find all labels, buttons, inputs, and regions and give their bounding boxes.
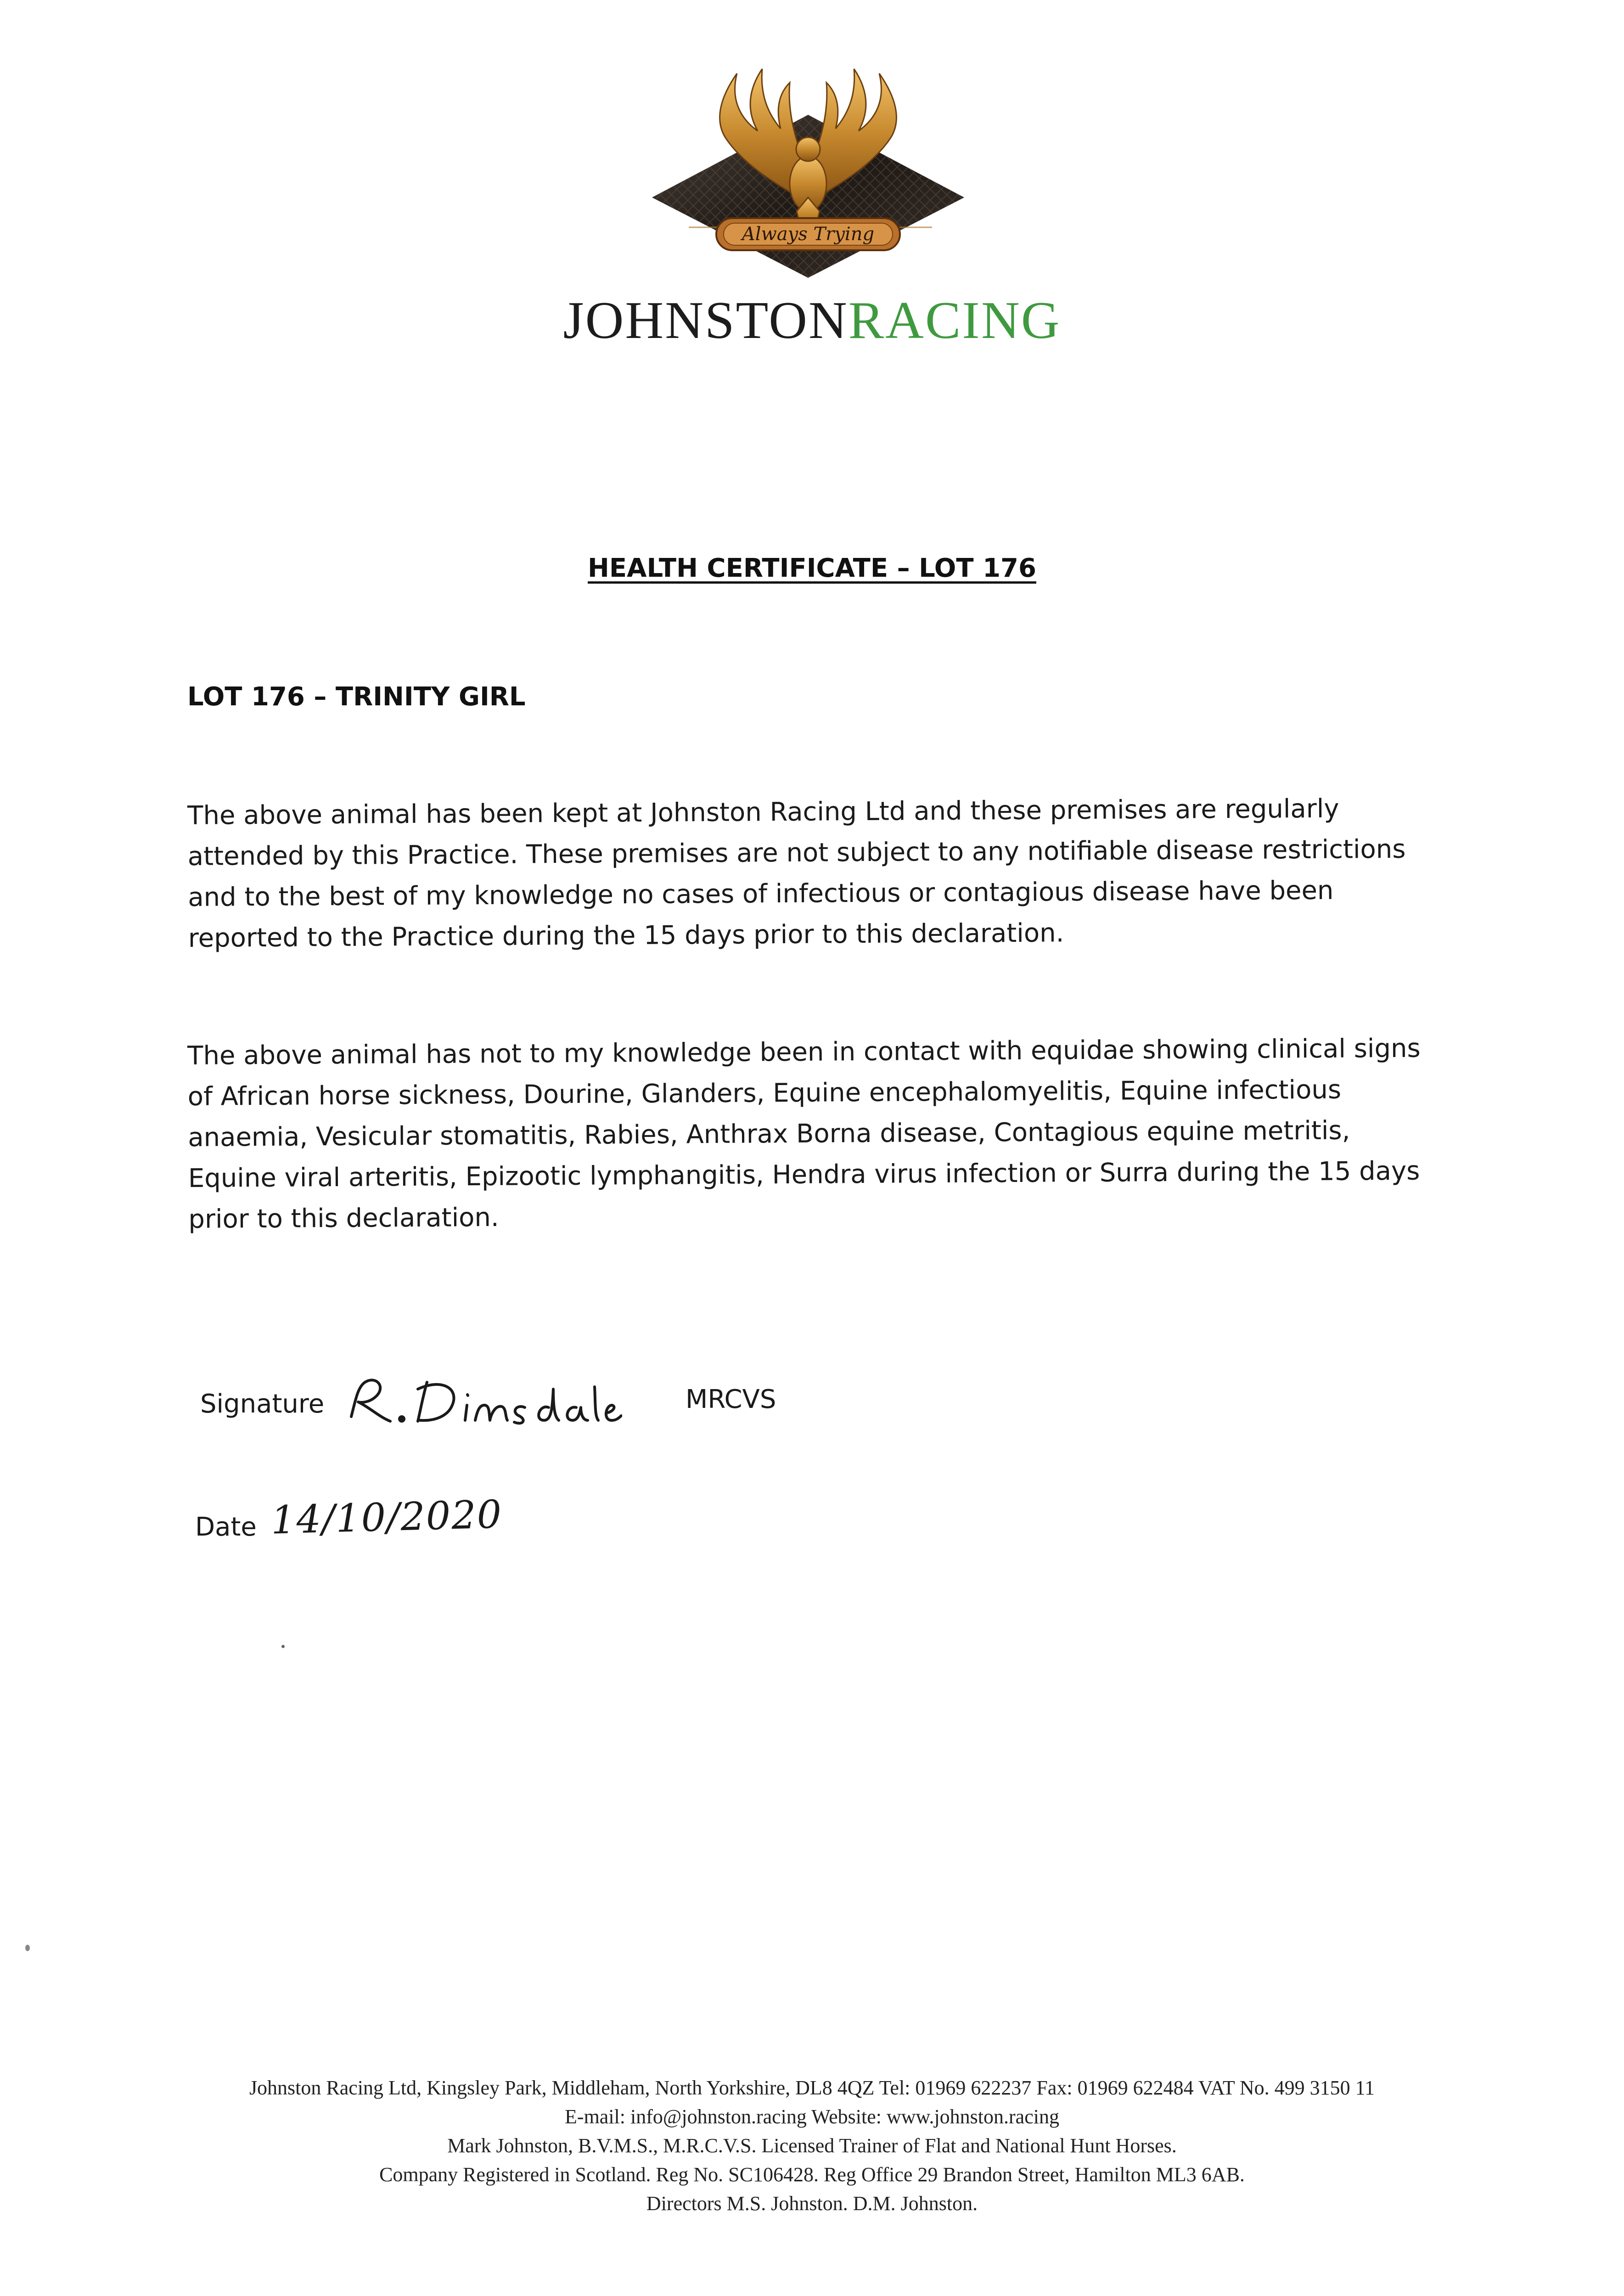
footer-contact-line: E-mail: info@johnston.racing Website: www.johnston.racing xyxy=(565,2105,1059,2128)
lot-heading: LOT 176 – TRINITY GIRL xyxy=(187,682,526,712)
scan-speck xyxy=(25,1945,30,1951)
signature-label: Signature xyxy=(200,1389,325,1419)
date-label: Date xyxy=(195,1512,257,1542)
scan-speck xyxy=(281,1645,285,1648)
footer-company-details xyxy=(0,2073,1624,2218)
brand-accent: RACING xyxy=(848,291,1061,350)
declaration-paragraph-contact: The above animal has not to my knowledge been in contact with equidae showing clinical signs of African horse sickness, Dourine, Glanders, Equine encephalomyelitis, Equine infectious anaemia, Vesicular stomatitis, Rabies, Anthrax Borna disease, Contagious equine metritis, Equine viral arteritis, Epizootic lymphangitis, Hendra virus infection or Surra during the 15 days prior to this declaration. xyxy=(187,1033,1421,1234)
motto-text: Always Trying xyxy=(742,224,875,245)
brand-primary: JOHNSTON xyxy=(563,291,849,350)
footer-trainer-line: Mark Johnston, B.V.M.S., M.R.C.V.S. Licensed Trainer of Flat and National Hunt Horses. xyxy=(447,2134,1177,2157)
declaration-paragraph-premises: The above animal has been kept at Johnston Racing Ltd and these premises are regularly attended by this Practice. These premises are not subject to any notifiable disease restrictions and to the best of my knowledge no cases of infectious or contagious disease have been reported to the Practice during the 15 days prior to this declaration. xyxy=(187,793,1406,953)
logo-emblem xyxy=(638,46,978,285)
handwritten-date: 14/10/2020 xyxy=(270,1491,503,1543)
brand-wordmark xyxy=(0,291,1624,350)
qualification-label: MRCVS xyxy=(686,1384,776,1414)
handwritten-signature xyxy=(337,1362,622,1440)
footer-address-line: Johnston Racing Ltd, Kingsley Park, Middleham, North Yorkshire, DL8 4QZ Tel: 01969 622237 Fax: 01969 622484 VAT No. 499 3150 11 xyxy=(249,2077,1375,2099)
motto-ribbon xyxy=(716,218,900,250)
certificate-title: HEALTH CERTIFICATE – LOT 176 xyxy=(588,553,1036,583)
footer-directors-line: Directors M.S. Johnston. D.M. Johnston. xyxy=(646,2192,978,2215)
footer-registration-line: Company Registered in Scotland. Reg No. SC106428. Reg Office 29 Brandon Street, Hamilton ML3 6AB. xyxy=(379,2163,1245,2186)
